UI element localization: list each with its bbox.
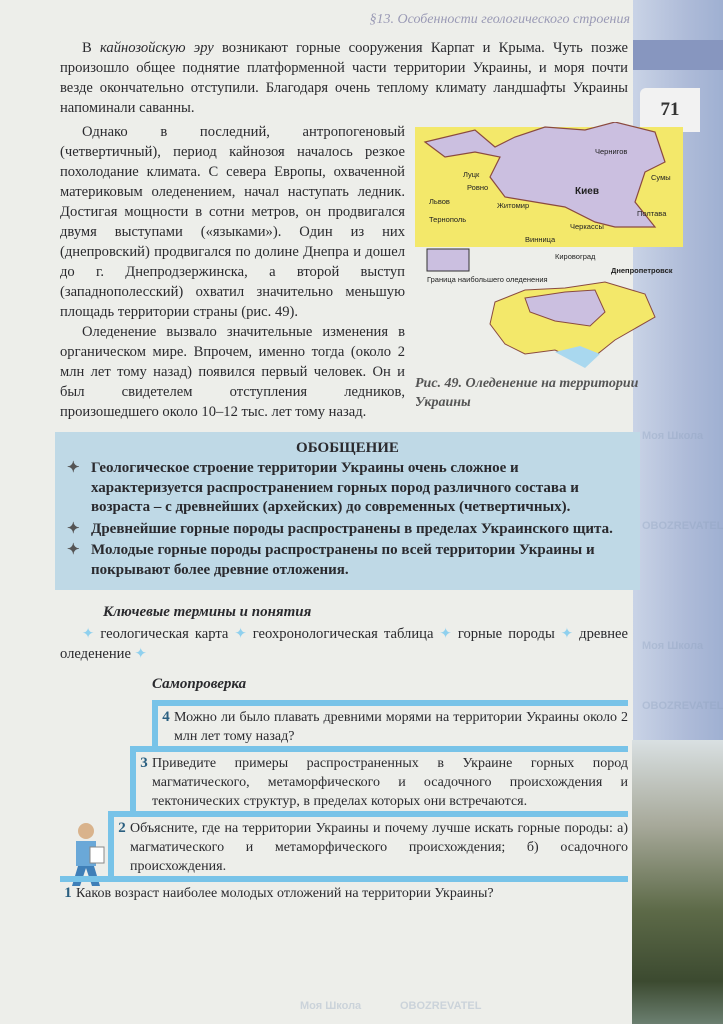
question-number: 4 — [162, 709, 170, 725]
star-bullet-icon: ✦ — [67, 460, 80, 476]
city-label: Кировоград — [555, 252, 596, 261]
question-row-4 — [152, 700, 628, 746]
summary-title: ОБОБЩЕНИЕ — [296, 440, 399, 456]
question-2: Объясните, где на территории Украины и почему лучше искать горные породы: а) магматического и метаморфического происхождения; б) осадочного происхождения. — [130, 821, 628, 874]
question-3: Приведите примеры распространенных в Украине горных пород магматического, метаморфического и осадочного происхождения и тектонических структур, в пределах которых они встречаются. — [152, 756, 628, 809]
question-number: 3 — [140, 755, 148, 771]
side-band-header — [633, 40, 723, 70]
text-and-figure-row — [60, 122, 690, 422]
watermark: Моя Школа — [642, 430, 704, 442]
star-bullet-icon: ✦ — [67, 520, 80, 537]
watermark: Моя Школа — [300, 1000, 362, 1012]
watermark: Моя Школа — [642, 640, 704, 652]
city-label: Житомир — [497, 201, 530, 210]
question-4: Можно ли было плавать древними морями на территории Украины около 2 млн лет тому назад? — [174, 710, 628, 744]
city-label: Львов — [429, 197, 450, 206]
watermark: OBOZREVATEL — [642, 700, 723, 712]
city-label: Ровно — [467, 183, 489, 192]
star-icon: ✦ — [82, 626, 101, 642]
city-label: Чернигов — [595, 147, 628, 156]
paragraph-2: Однако в последний, антропогеновый (четвертичный), период кайнозоя началось резкое похолодание климата. С севера Европы, охваченной материковым оледенением, начал наступать ледник. Достигая мощности в сотни метров, он продвигался двумя выступами («языками»). Один из них (днепровский) продвигался по долине Днепра и дошел до г. Днепродзержинска, а второй выступ (западнополесский) охватил значительно меньшую площадь территории страны (рис. 49). — [60, 124, 405, 320]
waterfall-photo — [632, 740, 723, 1024]
left-text-column — [60, 122, 405, 422]
city-label: Киев — [575, 186, 599, 197]
question-1: Каков возраст наиболее молодых отложений на территории Украины? — [76, 886, 494, 901]
city-label: Днепропетровск — [611, 266, 673, 275]
figure-caption: Рис. 49. Оледенение на территории Украины — [415, 376, 639, 410]
legend-swatch — [427, 249, 469, 271]
city-label: Луцк — [463, 170, 480, 179]
watermark: OBOZREVATEL — [642, 520, 723, 532]
city-label: Тернополь — [429, 215, 467, 224]
city-label: Винница — [525, 235, 556, 244]
running-header: §13. Особенности геологического строения — [369, 12, 630, 27]
city-label: Сумы — [651, 173, 671, 182]
watermark: OBOZREVATEL — [400, 1000, 482, 1012]
figure-49 — [415, 122, 685, 422]
self-check-title: Самопроверка — [152, 676, 247, 692]
paragraph-3: Оледенение вызвало значительные изменения в органическом мире. Впрочем, именно тогда (около 2 млн лет тому назад) появился первый человек. Он и был свидетелем отступления ледников, произошедшего около 10–12 тыс. лет тому назад. — [60, 324, 405, 420]
key-terms-list: ✦ геологическая карта ✦ геохронологическая таблица ✦ горные породы ✦ древнее оледенение ✦ — [60, 626, 629, 662]
city-label: Полтава — [637, 209, 667, 218]
self-check-questions — [60, 700, 628, 903]
question-number: 2 — [118, 820, 126, 836]
summary-item: ✦ Молодые горные породы распространены по всей территории Украины и покрывают более древние отложения. — [67, 542, 595, 578]
question-row-1 — [60, 876, 628, 903]
map-legend-label: Граница наибольшего оледенения — [427, 275, 548, 284]
question-number: 1 — [64, 885, 72, 901]
summary-item: ✦ Древнейшие горные породы распространены в пределах Украинского щита. — [67, 520, 630, 540]
city-label: Черкассы — [570, 222, 604, 231]
page-number: 71 — [640, 88, 700, 132]
question-row-2 — [108, 811, 628, 876]
summary-box — [55, 432, 640, 590]
key-terms-title: Ключевые термины и понятия — [103, 604, 312, 620]
question-row-3 — [130, 746, 628, 811]
summary-item: ✦ Геологическое строение территории Украины очень сложное и характеризуется распространением горных пород различного состава и возраста – с древнейших (архейских) до современных (четвертичных). — [67, 460, 579, 515]
paragraph-1: В кайнозойскую эру возникают горные сооружения Карпат и Крыма. Чуть позже произошло общее поднятие платформенной части территории Украины, и моря почти везде окончательно отступили. Благодаря очень теплому климату ландшафты Украины напоминали саванны. — [60, 40, 628, 116]
star-bullet-icon: ✦ — [67, 542, 80, 558]
glaciation-map — [415, 122, 685, 372]
